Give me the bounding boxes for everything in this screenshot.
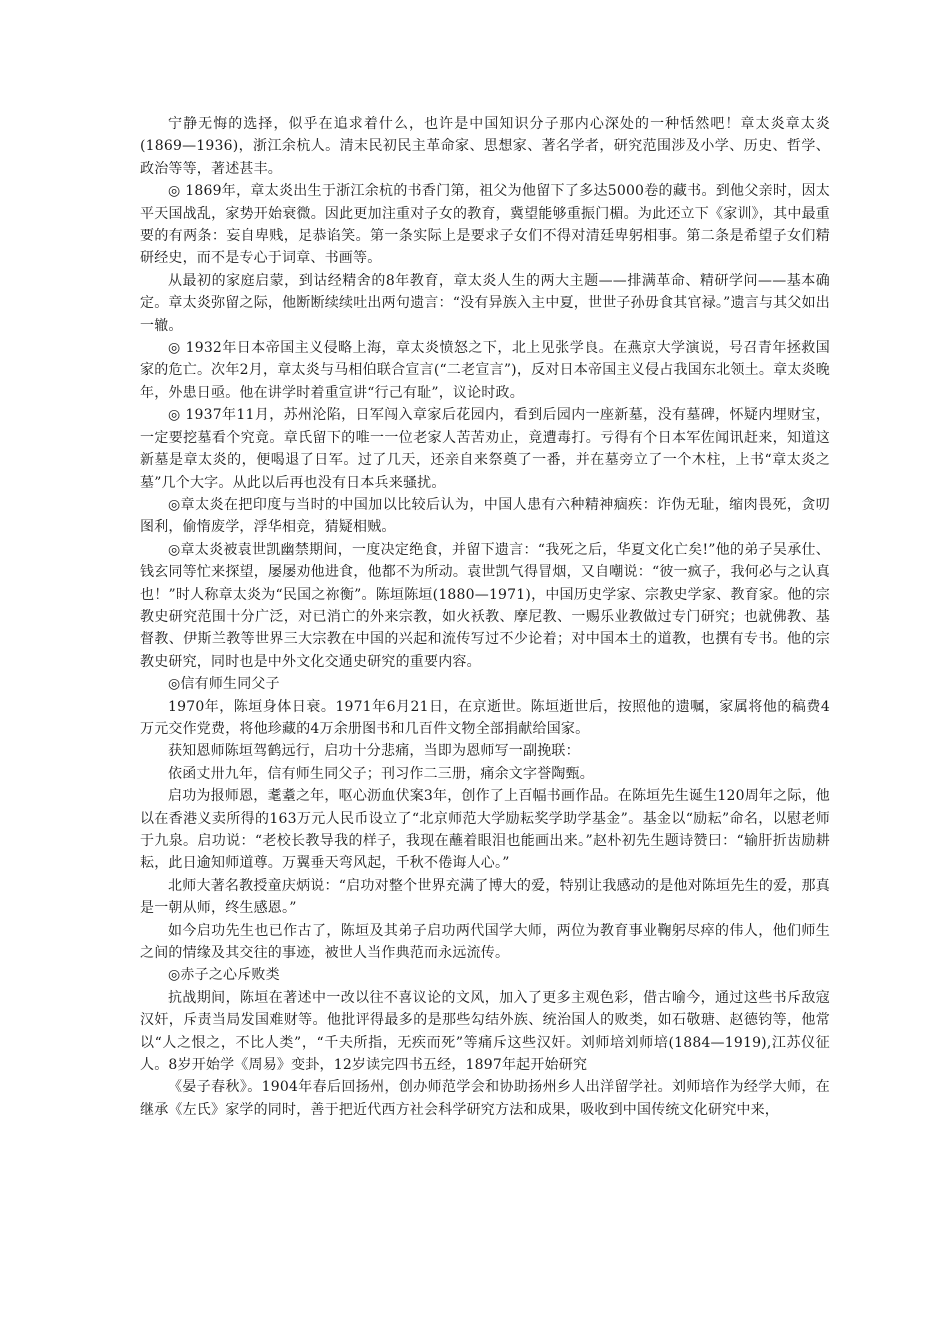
paragraph: 《晏子春秋》。1904年春后回扬州，创办师范学会和协助扬州乡人出洋留学社。刘师培作为经学大师，在继承《左氏》家学的同时，善于把近代西方社会科学研究方法和成果，吸收到中国传统文化研究中来， [140,1079,830,1118]
paragraph: ◎章太炎在把印度与当时的中国加以比较后认为，中国人患有六种精神痼疾：诈伪无耻，缩肉畏死，贪叨图利，偷惰废学，浮华相竞，猜疑相贼。 [140,496,830,536]
paragraph: ◎ 1869年，章太炎出生于浙江余杭的书香门第，祖父为他留下了多达5000卷的藏书。到他父亲时，因太平天国战乱，家势开始衰微。因此更加注重对子女的教育，冀望能够重振门楣。为此还立下《家训》，其中最重要的有两条：妄自卑贱，足恭谄笑。第一条实际上是要求子女们不得对清廷卑躬相事。第二条是希望子女们精研经史，而不是专心于词章、书画等。 [140,183,830,267]
paragraph: 1970年，陈垣身体日衰。1971年6月21日，在京逝世。陈垣逝世后，按照他的遗嘱，家属将他的稿费4万元交作党费，将他珍藏的4万余册图书和几百件文物全部捐献给国家。 [140,698,830,737]
paragraph: 启功为报师恩，耄耋之年，呕心沥血伏案3年，创作了上百幅书画作品。在陈垣先生诞生120周年之际，他以在香港义卖所得的163万元人民币设立了“北京师范大学励耘奖学助学基金”。基金以“励耘”命名，以慰老师于九泉。启功说：“老校长教导我的样子，我现在蘸着眼泪也能画出来。”赵朴初先生题诗赞曰：“输肝折齿励耕耘，此日逾知师道尊。万翼垂天弯风起，千秋不倦诲人心。” [140,788,830,872]
paragraph: 获知恩师陈垣驾鹤远行，启功十分悲痛，当即为恩师写一副挽联： [168,743,580,760]
paragraph: 北师大著名教授童庆炳说：“启功对整个世界充满了博大的爱，特别让我感动的是他对陈垣先生的爱，那真是一朝从师，终生感恩。” [140,877,830,917]
section-heading: ◎赤子之心斥败类 [168,967,280,984]
document-page [140,113,830,1121]
paragraph: 宁静无悔的选择，似乎在追求着什么，也许是中国知识分子那内心深处的一种恬然吧！章太炎章太炎(1869—1936)，浙江余杭人。清末民初民主革命家、思想家、著名学者，研究范围涉及小学、历史、哲学、政治等等，著述甚丰。 [140,116,830,177]
paragraph: ◎ 1937年11月，苏州沦陷，日军闯入章家后花园内，看到后园内一座新墓，没有墓碑，怀疑内埋财宝，一定要挖墓看个究竟。章氏留下的唯一一位老家人苦苦劝止，竟遭毒打。亏得有个日本军佐闻讯赶来，知道这新墓是章太炎的，便喝退了日军。过了几天，还亲自来祭奠了一番，并在墓旁立了一个木柱，上书“章太炎之墓”几个大字。从此以后再也没有日本兵来骚扰。 [140,407,830,491]
paragraph: ◎ 1932年日本帝国主义侵略上海，章太炎愤怒之下，北上见张学良。在燕京大学演说，号召青年拯救国家的危亡。次年2月，章太炎与马相伯联合宣言(“二老宣言”)，反对日本帝国主义侵占我国东北领土。章太炎晚年，外患日亟。他在讲学时着重宣讲“行己有耻”，议论时政。 [140,340,830,401]
paragraph: 如今启功先生也已作古了，陈垣及其弟子启功两代国学大师，两位为教育事业鞠躬尽瘁的伟人，他们师生之间的情缘及其交往的事迹，被世人当作典范而永远流传。 [140,922,830,962]
section-heading: ◎信有师生同父子 [168,676,280,693]
elegiac-couplet: 依函丈卅九年，信有师生同父子；刊习作二三册，痛余文字誉陶甄。 [168,765,594,782]
paragraph: 从最初的家庭启蒙，到诂经精舍的8年教育，章太炎人生的两大主题——排满革命、精研学问——基本确定。章太炎弥留之际，他断断续续吐出两句遗言：“没有异族入主中夏，世世子孙毋食其官禄。”遗言与其父如出一辙。 [140,272,830,334]
paragraph: ◎章太炎被袁世凯幽禁期间，一度决定绝食，并留下遗言：“我死之后，华夏文化亡矣!”他的弟子吴承仕、钱玄同等忙来探望，屡屡劝他进食，他都不为所动。袁世凯气得冒烟，又自嘲说：“彼一疯子，我何必与之认真也！”时人称章太炎为“民国之祢衡”。陈垣陈垣(1880—1971)，中国历史学家、宗教史学家、教育家。他的宗教史研究范围十分广泛，对已消亡的外来宗教，如火袄教、摩尼教、一赐乐业教做过专门研究；也就佛教、基督教、伊斯兰教等世界三大宗教在中国的兴起和流传写过不少论着；对中国本土的道教，也撰有专书。他的宗教史研究，同时也是中外文化交通史研究的重要内容。 [140,541,830,670]
paragraph: 抗战期间，陈垣在著述中一改以往不喜议论的文风，加入了更多主观色彩，借古喻今，通过这些书斥敌寇汉奸，斥责当局发国难财等。他批评得最多的是那些勾结外族、统治国人的败类，如石敬瑭、赵德钧等，他常以“人之恨之，不比人类”，“千夫所指，无疾而死”等痛斥这些汉奸。刘师培刘师培(1884—1919),江苏仪征人。8岁开始学《周易》变卦，12岁读完四书五经，1897年起开始研究 [140,989,830,1074]
